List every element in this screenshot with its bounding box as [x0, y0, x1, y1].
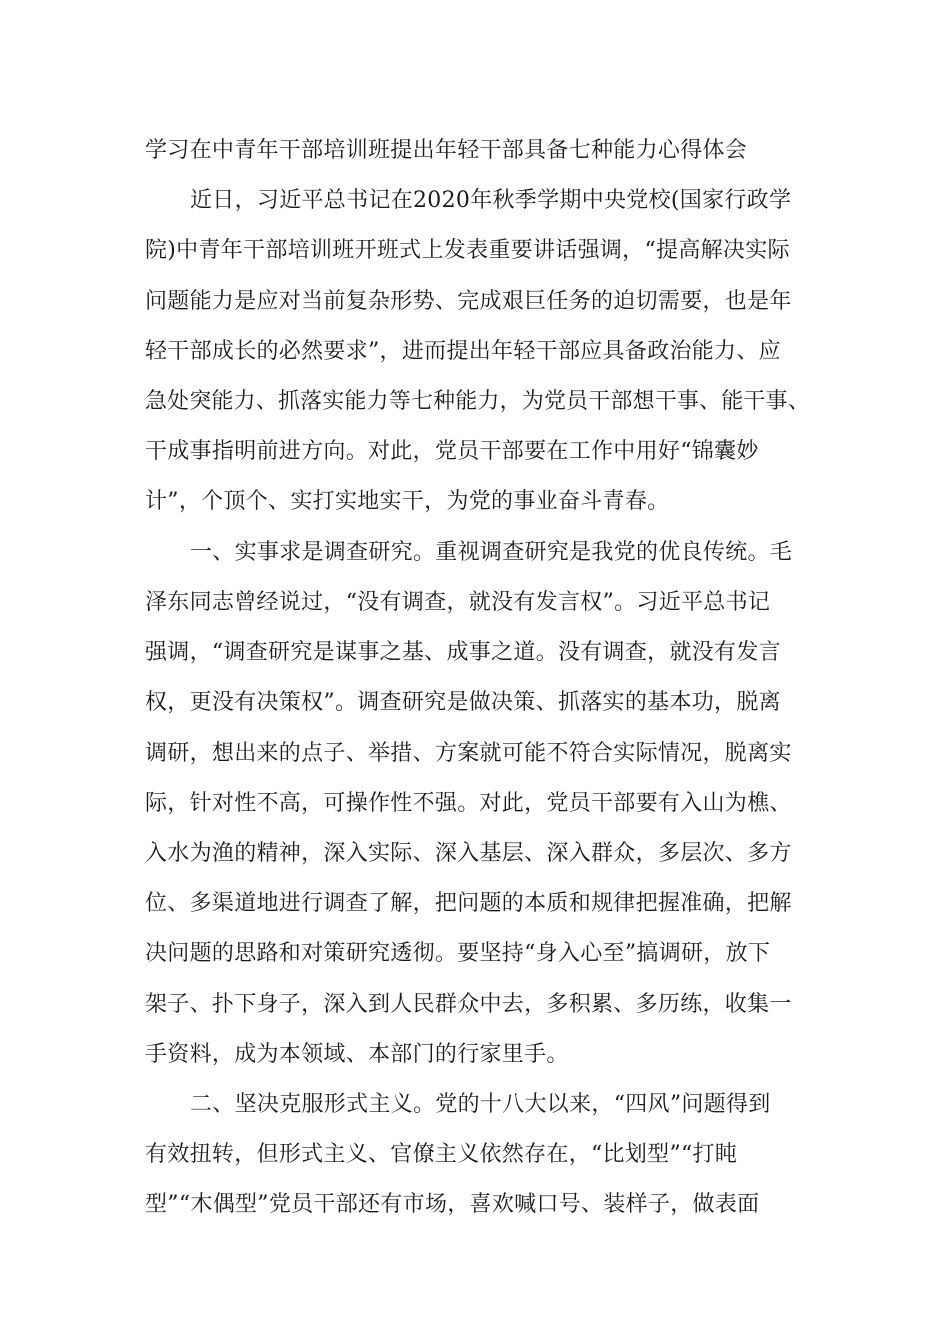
text-line: 二、坚决克服形式主义。党的十八大以来，“四风”问题得到 — [190, 1092, 771, 1117]
text-line: 手资料，成为本领域、本部门的行家里手。 — [145, 1042, 569, 1067]
text-line: 权，更没有决策权”。调查研究是做决策、抓落实的基本功，脱离 — [145, 690, 781, 715]
text-line: 急处突能力、抓落实能力等七种能力，为党员干部想干事、能干事、 — [145, 389, 811, 414]
text-line: 泽东同志曾经说过，“没有调查，就没有发言权”。习近平总书记 — [145, 590, 771, 615]
document-title: 学习在中青年干部培训班提出年轻干部具备七种能力心得体会 — [145, 138, 748, 163]
text-line: 一、实事求是调查研究。重视调查研究是我党的优良传统。毛 — [190, 540, 793, 565]
text-line: 院)中青年干部培训班开班式上发表重要讲话强调，“提高解决实际 — [145, 238, 790, 263]
text-line: 型”“木偶型”党员干部还有市场，喜欢喊口号、装样子，做表面 — [145, 1192, 760, 1217]
text-line: 入水为渔的精神，深入实际、深入基层、深入群众，多层次、多方 — [145, 841, 792, 866]
text-line: 位、多渠道地进行调查了解，把问题的本质和规律把握准确，把解 — [145, 891, 792, 916]
text-line: 干成事指明前进方向。对此，党员干部要在工作中用好“锦囊妙 — [145, 439, 759, 464]
text-line: 计”，个顶个、实打实地实干，为党的事业奋斗青春。 — [145, 489, 670, 514]
text-line: 调研，想出来的点子、举措、方案就可能不符合实际情况，脱离实 — [145, 741, 792, 766]
text-line: 有效扭转，但形式主义、官僚主义依然存在，“比划型”“打盹 — [145, 1142, 738, 1167]
text-line: 轻干部成长的必然要求”，进而提出年轻干部应具备政治能力、应 — [145, 339, 781, 364]
text-line: 架子、扑下身子，深入到人民群众中去，多积累、多历练，收集一 — [145, 992, 792, 1017]
text-line: 际，针对性不高，可操作性不强。对此，党员干部要有入山为樵、 — [145, 791, 792, 816]
text-line: 强调，“调查研究是谋事之基、成事之道。没有调查，就没有发言 — [145, 640, 781, 665]
text-line: 近日，习近平总书记在2020年秋季学期中央党校(国家行政学 — [190, 188, 792, 213]
text-line: 问题能力是应对当前复杂形势、完成艰巨任务的迫切需要，也是年 — [145, 289, 792, 314]
text-line: 决问题的思路和对策研究透彻。要坚持“身入心至”搞调研，放下 — [145, 941, 771, 966]
